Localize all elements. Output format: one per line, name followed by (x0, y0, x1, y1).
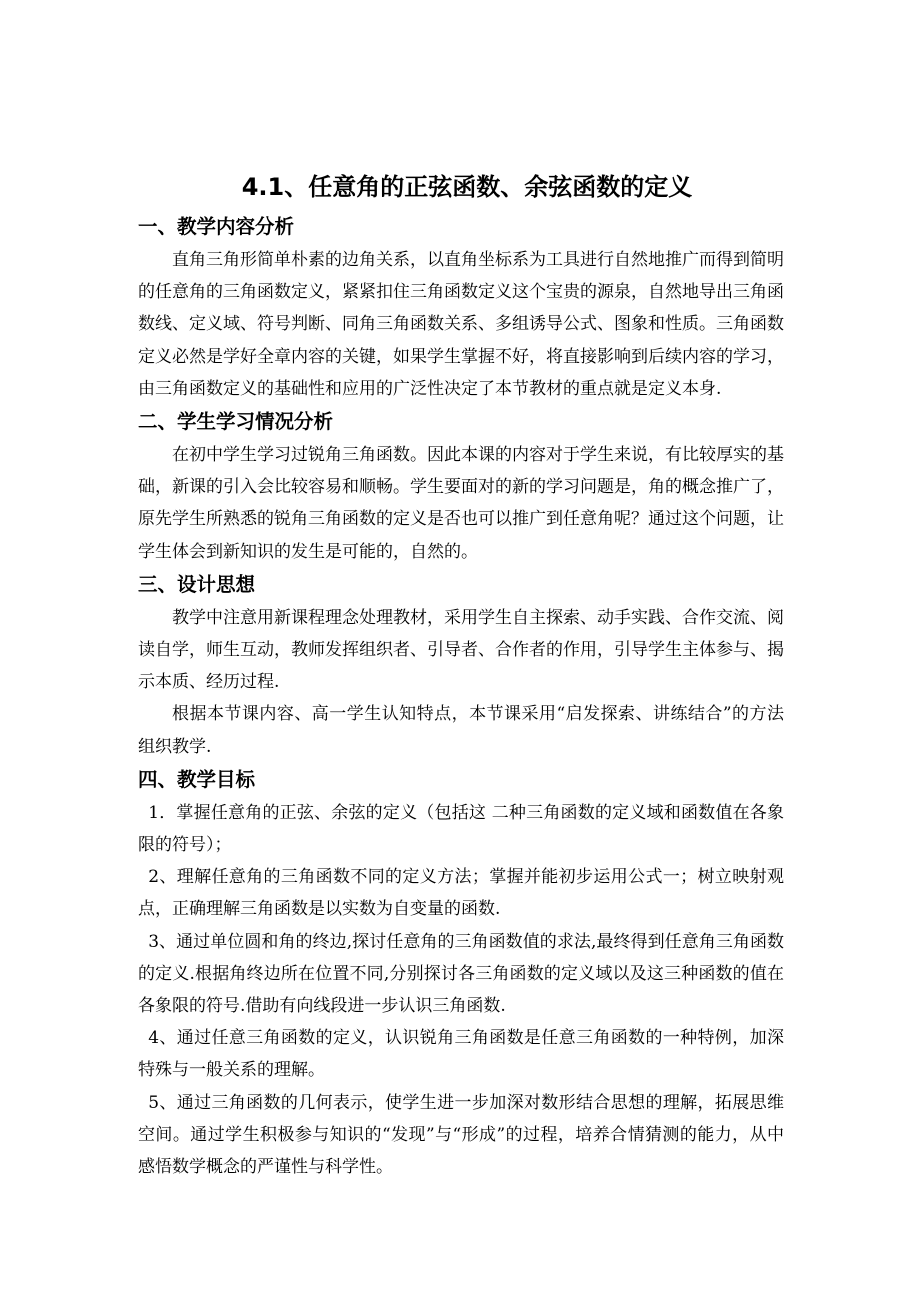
section-design-idea (138, 568, 784, 763)
section-heading: 二、学生学习情况分析 (138, 410, 334, 434)
goal-item: 4、通过任意三角函数的定义，认识锐角三角函数是任意三角函数的一种特例，加深特殊与一般关系的理解。 (138, 1028, 784, 1081)
section-heading: 一、教学内容分析 (138, 215, 295, 238)
section-heading: 四、教学目标 (138, 767, 256, 791)
paragraph: 根据本节课内容、高一学生认知特点，本节课采用“启发探索、讲练结合”的方法组织教学. (138, 704, 784, 757)
document-title: 4.1、任意角的正弦函数、余弦函数的定义 (241, 173, 693, 201)
goal-item: 1．掌握任意角的正弦、余弦的定义（包括这 二种三角函数的定义域和函数值在各象限的符号）； (138, 802, 784, 856)
paragraph: 在初中学生学习过锐角三角函数。因此本课的内容对于学生来说，有比较厚实的基础，新课的引入会比较容易和顺畅。学生要面对的新的学习问题是，角的概念推广了，原先学生所熟悉的锐角三角函数的定义是否也可以推广到任意角呢？通过这个问题，让学生体会到新知识的发生是可能的，自然的。 (138, 445, 784, 562)
section-teaching-goals (138, 763, 784, 1183)
document-page (138, 168, 784, 1183)
section-content-analysis (138, 210, 784, 405)
goal-item: 2、理解任意角的三角函数不同的定义方法；掌握并能初步运用公式一；树立映射观点，正确理解三角函数是以实数为自变量的函数. (138, 867, 784, 920)
section-heading: 三、设计思想 (138, 572, 256, 596)
paragraph: 直角三角形简单朴素的边角关系，以直角坐标系为工具进行自然地推广而得到简明的任意角的三角函数定义，紧紧扣住三角函数定义这个宝贵的源泉，自然地导出三角函数线、定义域、符号判断、同角三角函数关系、多组诱导公式、图象和性质。三角函数定义必然是学好全章内容的关键，如果学生掌握不好，将直接影响到后续内容的学习，由三角函数定义的基础性和应用的广泛性决定了本节教材的重点就是定义本身. (138, 250, 784, 399)
goal-item: 3、通过单位圆和角的终边,探讨任意角的三角函数值的求法,最终得到任意角三角函数的定义.根据角终边所在位置不同,分别探讨各三角函数的定义域以及这三种函数的值在各象限的符号.借助有向线段进一步认识三角函数. (138, 931, 784, 1017)
goal-item: 5、通过三角函数的几何表示，使学生进一步加深对数形结合思想的理解，拓展思维空间。通过学生积极参与知识的“发现”与“形成”的过程，培养合情猜测的能力，从中感悟数学概念的严谨性与科学性。 (138, 1092, 784, 1178)
paragraph: 教学中注意用新课程理念处理教材，采用学生自主探索、动手实践、合作交流、阅读自学，师生互动，教师发挥组织者、引导者、合作者的作用，引导学生主体参与、揭示本质、经历过程. (138, 607, 784, 693)
section-student-analysis (138, 405, 784, 568)
